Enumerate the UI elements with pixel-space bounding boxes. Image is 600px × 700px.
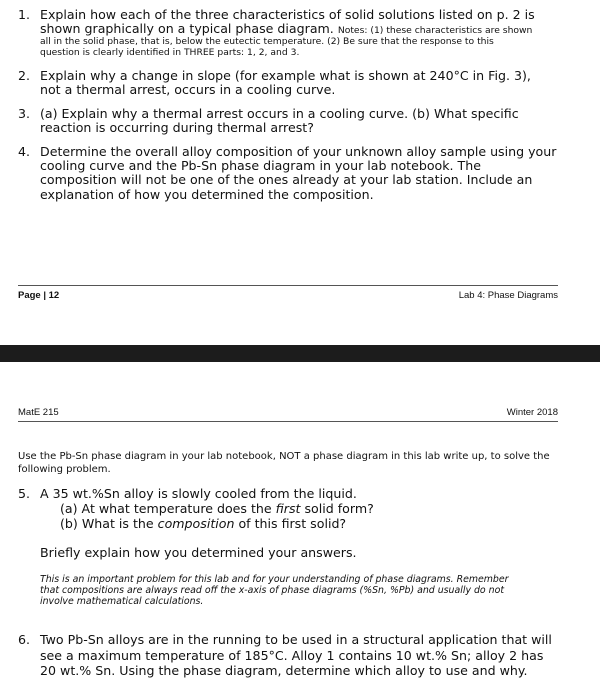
q1-note2: all in the solid phase, that is, below the eutectic temperature. (2) Be sure that the response to this xyxy=(40,36,494,48)
page-separator-bar xyxy=(0,345,600,362)
important-line3: involve mathematical calculations. xyxy=(40,596,204,608)
q1-line1: Explain how each of the three characteristics of solid solutions listed on p. 2 is xyxy=(40,7,535,22)
question-3 xyxy=(18,107,588,135)
question-number: 6. xyxy=(18,632,31,647)
page-number-text: Page | 12 xyxy=(18,290,60,301)
q1-note3: question is clearly identified in THREE parts: 1, 2, and 3. xyxy=(40,47,300,59)
question-6 xyxy=(18,632,588,679)
q5-b-post: of this first solid? xyxy=(234,516,347,531)
instructions-line2: following problem. xyxy=(18,463,111,475)
q1-note1: Notes: (1) these characteristics are shown xyxy=(337,25,533,37)
question-number: 5. xyxy=(18,486,31,501)
q5-part-b xyxy=(60,516,588,531)
important-line1: This is an important problem for this lab and for your understanding of phase diagrams. Remember xyxy=(40,574,509,585)
q5-a-post: solid form? xyxy=(300,501,374,516)
q5-b-emphasis: composition xyxy=(157,516,235,531)
important-note xyxy=(40,574,560,608)
question-4 xyxy=(18,145,588,202)
question-number: 2. xyxy=(18,68,31,83)
q5-part-a xyxy=(60,501,588,516)
q1-line2-text: shown graphically on a typical phase diagram. xyxy=(40,21,334,37)
instructions-line1: Use the Pb-Sn phase diagram in your lab notebook, NOT a phase diagram in this lab write up, to solve the xyxy=(18,451,550,462)
q3-line2: reaction is occurring during thermal arrest? xyxy=(40,120,314,136)
q6-line1: Two Pb-Sn alloys are in the running to be used in a structural application that will xyxy=(40,632,552,647)
q4-line4: explanation of how you determined the composition. xyxy=(40,186,374,202)
question-1 xyxy=(18,8,588,58)
q5-a-pre: (a) At what temperature does the xyxy=(60,501,276,516)
page-header xyxy=(18,407,558,422)
q5-line1: A 35 wt.%Sn alloy is slowly cooled from the liquid. xyxy=(40,486,357,501)
course-code: MatE 215 xyxy=(18,407,59,418)
q4-line1: Determine the overall alloy composition of your unknown alloy sample using your xyxy=(40,144,557,159)
question-number: 1. xyxy=(18,7,31,22)
q1-line2 xyxy=(40,22,588,36)
term: Winter 2018 xyxy=(506,407,558,418)
question-number: 3. xyxy=(18,106,31,121)
q3-line1: (a) Explain why a thermal arrest occurs in a cooling curve. (b) What specific xyxy=(40,106,519,121)
brief-explain: Briefly explain how you determined your answers. xyxy=(40,545,357,560)
question-number: 4. xyxy=(18,144,31,159)
instructions xyxy=(18,451,563,476)
important-line2: that compositions are always read off the x-axis of phase diagrams (%Sn, %Pb) and usually do not xyxy=(40,585,504,597)
q4-line2: cooling curve and the Pb-Sn phase diagram in your lab notebook. The xyxy=(40,158,481,174)
footer-lab-title: Lab 4: Phase Diagrams xyxy=(458,290,558,301)
question-5 xyxy=(18,486,588,531)
q6-line3: 20 wt.% Sn. Using the phase diagram, determine which alloy to use and why. xyxy=(40,663,528,678)
q5-a-emphasis: first xyxy=(275,501,301,516)
page-number xyxy=(18,290,59,301)
q6-line2: see a maximum temperature of 185°C. Alloy 1 contains 10 wt.% Sn; alloy 2 has xyxy=(40,647,544,663)
q5-b-pre: (b) What is the xyxy=(60,516,158,531)
page-footer xyxy=(18,285,558,301)
q2-line1: Explain why a change in slope (for example what is shown at 240°C in Fig. 3), xyxy=(40,68,531,83)
q2-line2: not a thermal arrest, occurs in a cooling curve. xyxy=(40,82,336,98)
q4-line3: composition will not be one of the ones already at your lab station. Include an xyxy=(40,172,533,188)
question-2 xyxy=(18,69,588,97)
